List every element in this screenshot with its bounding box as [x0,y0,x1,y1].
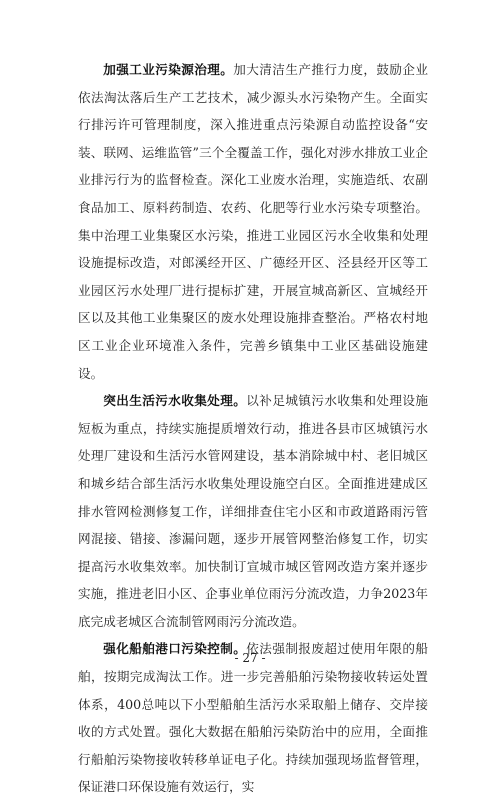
paragraph-domestic-sewage [78,387,428,635]
page-number: - 27 - [234,651,266,665]
paragraph-lead: 加强工业污染源治理。 [103,62,234,77]
paragraph-industrial-pollution [78,56,428,387]
paragraph-lead: 突出生活污水收集处理。 [103,393,247,409]
paragraph-text: 加大清洁生产推行力度，鼓励企业依法淘汰落后生产工艺技术，减少源头水污染物产生。全面实行排污许可管理制度，深入推进重点污染源自动监控设备“安装、联网、运维监管”三个全覆盖工作，强化对涉水排放工业企业排污行为的监督检查。深化工业废水治理，实施造纸、农副食品加工、原料药制造、农药、化肥等行业水污染专项整治。集中治理工业集聚区水污染，推进工业园区污水全收集和处理设施提标改造，对郎溪经开区、广德经开区、泾县经开区等工业园区污水处理厂进行提标扩建，开展宣城高新区、宣城经开区以及其他工业集聚区的废水处理设施排查整治。严格农村地区工业企业环境准入条件，完善乡镇集中工业区基础设施建设。 [78,62,429,381]
document-body [78,56,428,801]
paragraph-lead: 强化船舶港口污染控制。 [103,641,247,657]
paragraph-text: 以补足城镇污水收集和处理设施短板为重点，持续实施提质增效行动，推进各县市区城镇污水处理厂建设和生活污水管网建设，基本消除城中村、老旧城区和城乡结合部生活污水收集处理设施空白区。全面推进建成区排水管网检测修复工作，详细排查住宅小区和市政道路雨污管网混接、错接、渗漏问题，逐步开展管网整治修复工作，切实提高污水收集效率。加快制订宣城市城区管网改造方案并逐步实施，推进老旧小区、企事业单位雨污分流改造，力争2023年底完成老城区合流制管网雨污分流改造。 [78,393,429,629]
paragraph-text: 依法强制报废超过使用年限的船舶，按期完成淘汰工作。进一步完善船舶污染物接收转运处置体系，400总吨以下小型船舶生活污水采取船上储存、交岸接收的方式处置。强化大数据在船舶污染防治中的应用，全面推行船舶污染物接收转移单证电子化。持续加强现场监督管理，保证港口环保设施有效运行，实 [78,641,429,795]
